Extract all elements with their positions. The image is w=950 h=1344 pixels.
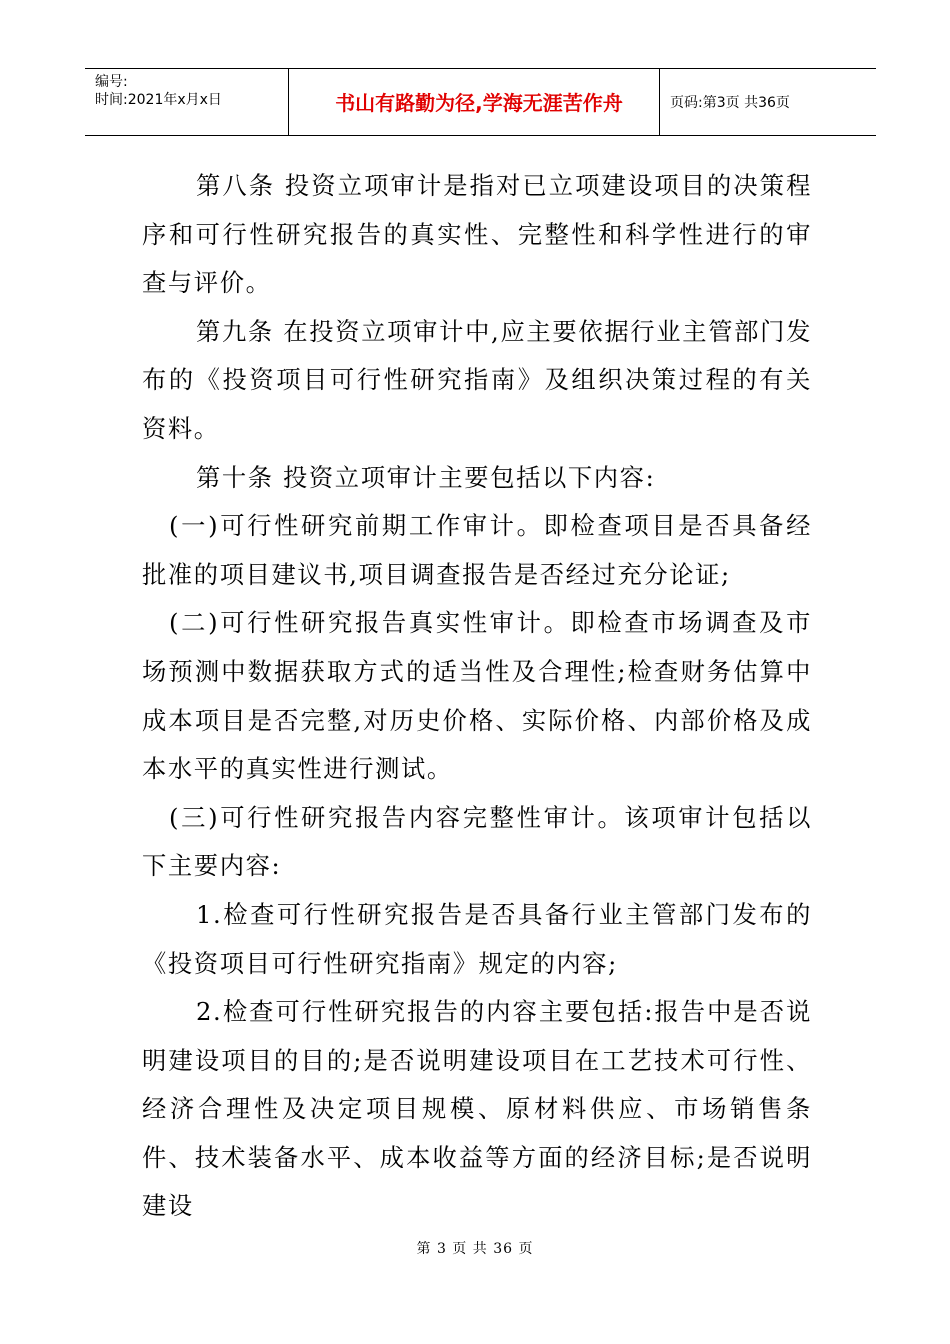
paragraph-article-9: 第九条 在投资立项审计中,应主要依据行业主管部门发布的《投资项目可行性研究指南》及组织决策过程的有关资料。 <box>142 316 812 443</box>
paragraph-article-8: 第八条 投资立项审计是指对已立项建设项目的决策程序和可行性研究报告的真实性、完整性和科学性进行的审查与评价。 <box>142 171 812 298</box>
page-footer: 第 3 页 共 36 页 <box>416 1241 534 1257</box>
document-body <box>142 162 812 1231</box>
document-number-label: 编号: <box>95 74 128 90</box>
paragraph-subitem-1: 1.检查可行性研究报告是否具备行业主管部门发布的《投资项目可行性研究指南》规定的内容; <box>142 899 812 978</box>
paragraph-article-10: 第十条 投资立项审计主要包括以下内容: <box>196 462 656 492</box>
paragraph-item-1: (一)可行性研究前期工作审计。即检查项目是否具备经批准的项目建议书,项目调查报告是否经过充分论证; <box>142 511 812 589</box>
header-page-info: 页码:第3页 共36页 <box>670 95 790 111</box>
paragraph-subitem-2: 2.检查可行性研究报告的内容主要包括:报告中是否说明建设项目的目的;是否说明建设项目在工艺技术可行性、经济合理性及决定项目规模、原材料供应、市场销售条件、技术装备水平、成本收益等方面的经济目标;是否说明建设 <box>142 997 812 1221</box>
paragraph-item-3: (三)可行性研究报告内容完整性审计。该项审计包括以下主要内容: <box>142 802 812 881</box>
paragraph-item-2: (二)可行性研究报告真实性审计。即检查市场调查及市场预测中数据获取方式的适当性及合理性;检查财务估算中成本项目是否完整,对历史价格、实际价格、内部价格及成本水平的真实性进行测试。 <box>142 608 812 784</box>
header-slogan: 书山有路勤为径,学海无涯苦作舟 <box>289 69 660 135</box>
document-header <box>85 68 876 136</box>
document-time-label: 时间:2021年x月x日 <box>95 92 222 108</box>
header-meta-cell <box>85 69 289 135</box>
